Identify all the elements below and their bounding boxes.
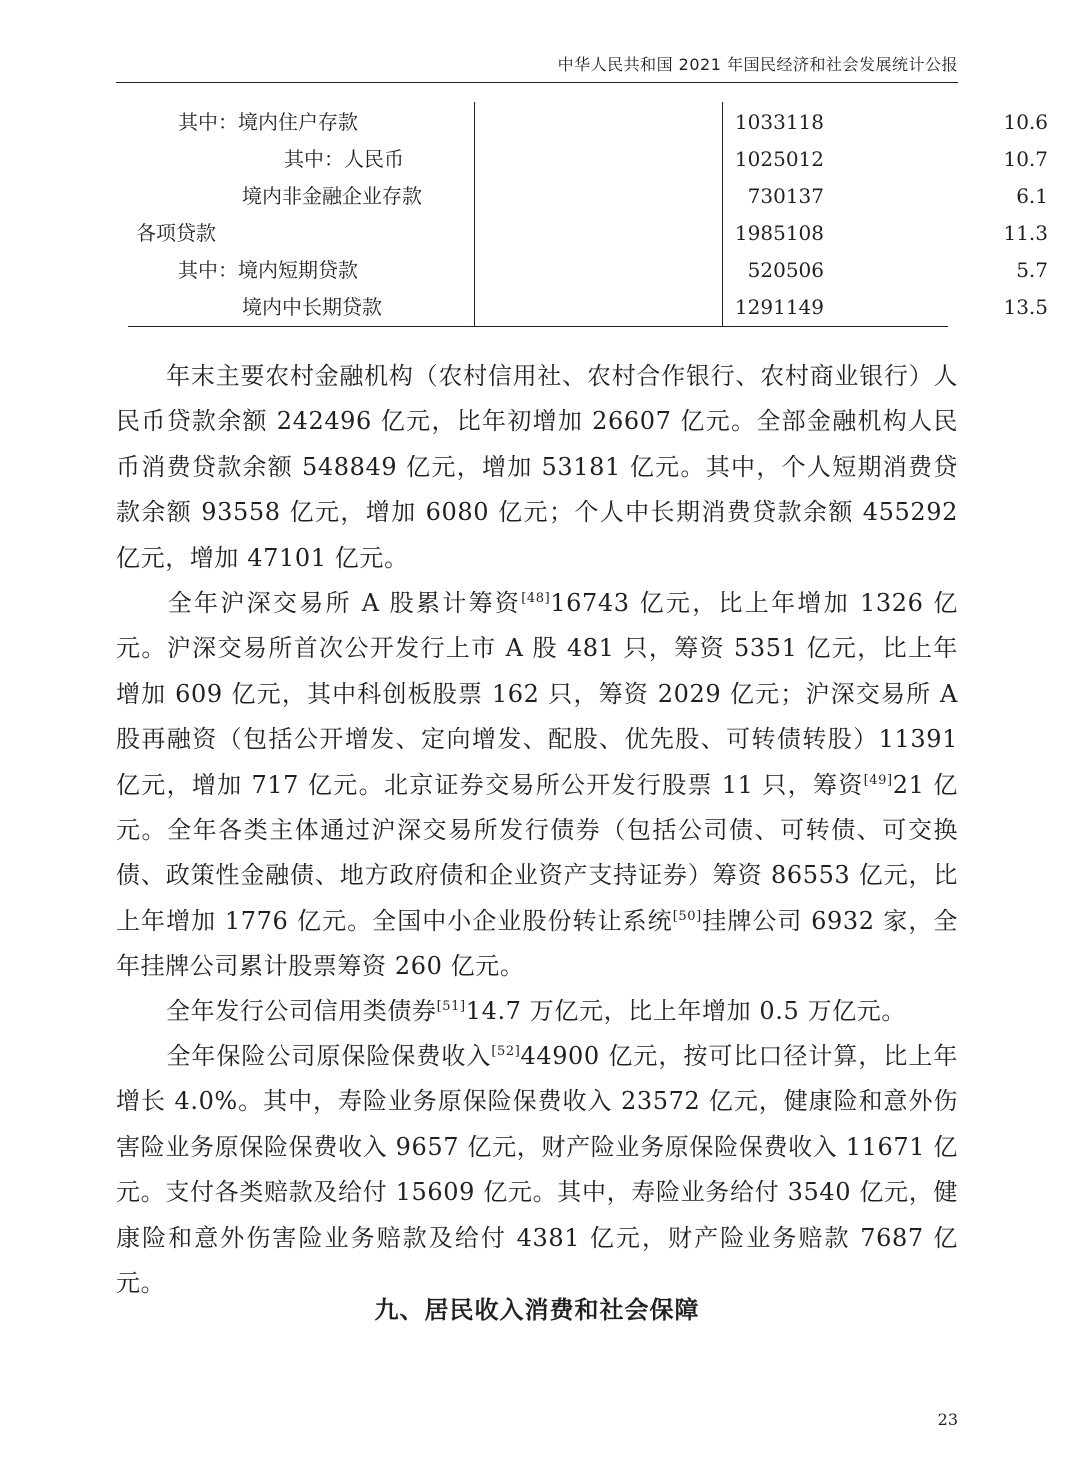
- paragraph-text: 21 亿元。全年各类主体通过沪深交易所发行债券（包括公司债、可转债、可交换债、政策性金融债、地方政府债和企业资产支持证券）筹资 86553 亿元，比上年增加 1776 亿元。全国中小企业股份转让系统: [116, 770, 958, 935]
- paragraph-text: 挂牌公司 6932 家，全年挂牌公司累计股票筹资 260 亿元。: [116, 906, 958, 981]
- paragraph-text: 年末主要农村金融机构（农村信用社、农村合作银行、农村商业银行）人民币贷款余额 242496 亿元，比年初增加 26607 亿元。全部金融机构人民币消费贷款余额 548849 亿元，增加 53181 亿元。其中，个人短期消费贷款余额 93558 亿元，增加 6080 亿元；个人中长期消费贷款余额 455292 亿元，增加 47101 亿元。: [116, 362, 958, 572]
- paragraph-text: 全年沪深交易所 A 股累计筹资: [166, 589, 522, 617]
- table-row: [128, 252, 1048, 288]
- row-value: 1985108: [734, 221, 824, 245]
- paragraph-stock-market: [116, 581, 958, 990]
- table-row: [128, 178, 1048, 214]
- row-rate: 13.5: [1003, 295, 1048, 319]
- footnote-ref-50[interactable]: [50]: [672, 908, 702, 924]
- row-label: 其中：人民币: [284, 147, 404, 171]
- table-row: [128, 215, 1048, 251]
- paragraph-text: 44900 亿元，按可比口径计算，比上年增长 4.0%。其中，寿险业务原保险保费收入 23572 亿元，健康险和意外伤害险业务原保险保费收入 9657 亿元，财产险业务原保险保费收入 11671 亿元。支付各类赔款及给付 15609 亿元。其中，寿险业务给付 3540 亿元，健康险和意外伤害险业务赔款及给付 4381 亿元，财产险业务赔款 7687 亿元。: [116, 1042, 958, 1298]
- paragraph-rural-finance: [116, 354, 958, 581]
- footnote-ref-51[interactable]: [51]: [436, 999, 466, 1014]
- row-label: 其中：境内短期贷款: [178, 258, 358, 282]
- paragraph-text: 14.7 万亿元，比上年增加 0.5 万亿元。: [465, 997, 906, 1025]
- running-header: 中华人民共和国 2021 年国民经济和社会发展统计公报: [557, 55, 958, 74]
- paragraph-text: 全年发行公司信用类债券: [166, 997, 437, 1025]
- row-value: 1025012: [734, 147, 824, 171]
- paragraph-insurance: [116, 1034, 958, 1306]
- page-number: 23: [937, 1410, 958, 1429]
- table-row: [128, 104, 1048, 140]
- row-label: 境内中长期贷款: [242, 295, 382, 319]
- table-bottom-rule: [128, 326, 948, 327]
- row-rate: 10.6: [1003, 110, 1048, 134]
- section-title: 九、居民收入消费和社会保障: [374, 1296, 700, 1324]
- row-label: 各项贷款: [136, 221, 216, 245]
- row-rate: 10.7: [1003, 147, 1048, 171]
- header-rule: [116, 82, 958, 83]
- row-rate: 6.1: [1016, 184, 1048, 208]
- footnote-ref-48[interactable]: [48]: [521, 591, 551, 606]
- row-value: 520506: [747, 258, 824, 282]
- row-label: 其中：境内住户存款: [178, 110, 358, 134]
- table-row: [128, 289, 1048, 325]
- row-label: 境内非金融企业存款: [242, 184, 422, 208]
- footnote-ref-52[interactable]: [52]: [491, 1044, 521, 1059]
- footnote-ref-49[interactable]: [49]: [863, 772, 893, 788]
- paragraph-text: 16743 亿元，比上年增加 1326 亿元。沪深交易所首次公开发行上市 A 股 481 只，筹资 5351 亿元，比上年增加 609 亿元，其中科创板股票 162 只，筹资 2029 亿元；沪深交易所 A 股再融资（包括公开增发、定向增发、配股、优先股、可转债转股）11391 亿元，增加 717 亿元。北京证券交易所公开发行股票 11 只，筹资: [116, 589, 958, 799]
- row-value: 1291149: [734, 295, 824, 319]
- row-value: 1033118: [734, 110, 824, 134]
- paragraph-text: 全年保险公司原保险保费收入: [166, 1042, 492, 1070]
- row-rate: 5.7: [1016, 258, 1048, 282]
- row-rate: 11.3: [1003, 221, 1048, 245]
- paragraph-corporate-bonds: [116, 989, 958, 1034]
- row-value: 730137: [747, 184, 824, 208]
- table-row: [128, 141, 1048, 177]
